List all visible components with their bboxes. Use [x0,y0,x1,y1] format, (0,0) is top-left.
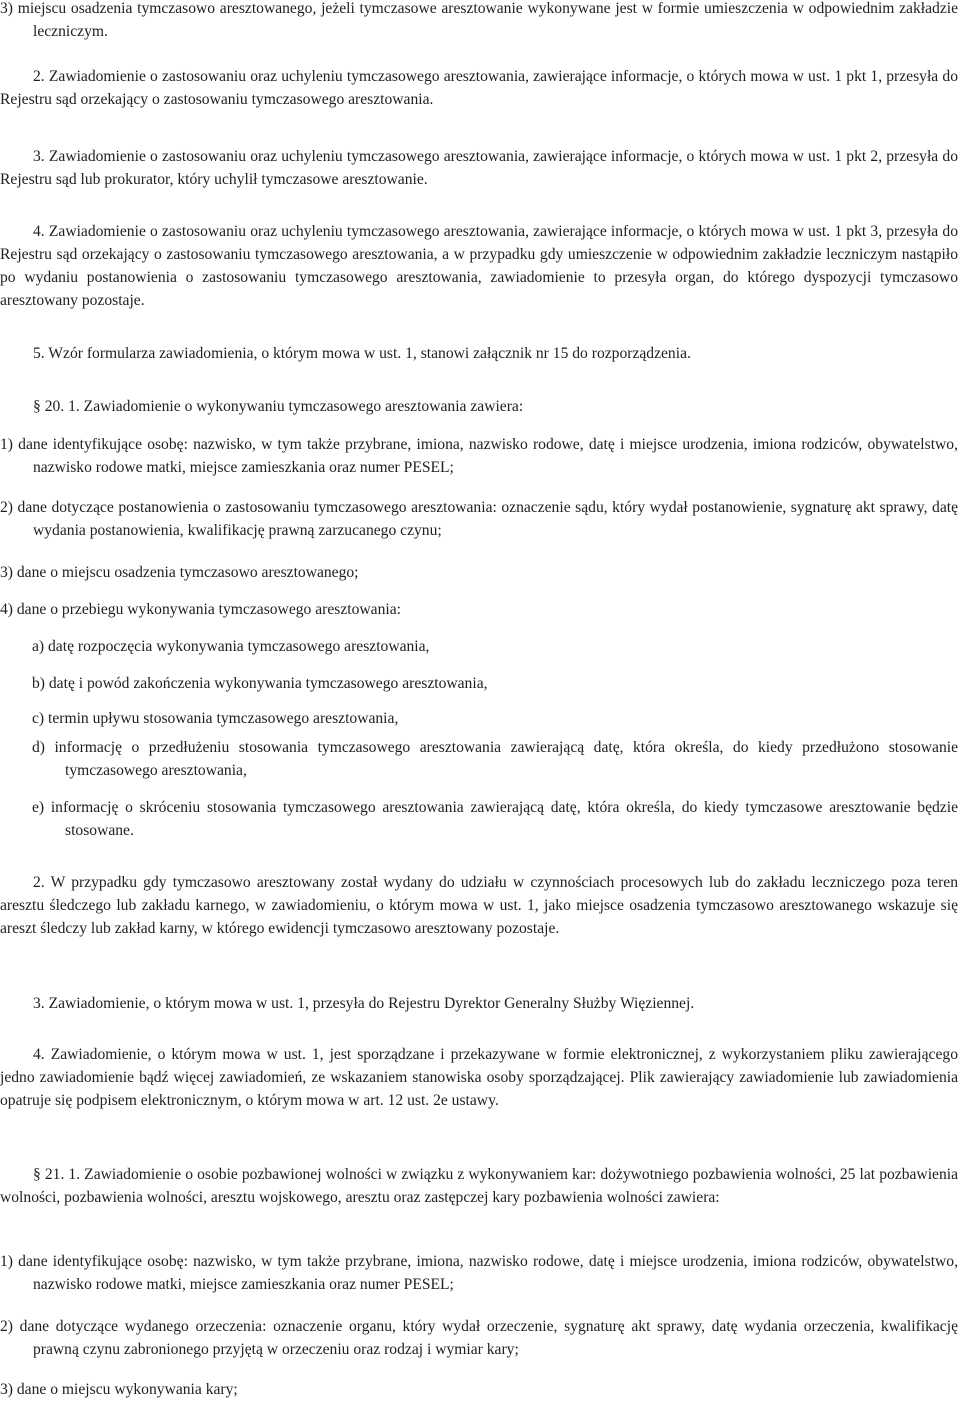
list-item-3-placement: 3) dane o miejscu osadzenia tymczasowo aresztowanego; [0,564,359,581]
paragraph-section-21: § 21. 1. Zawiadomienie o osobie pozbawionej wolności w związku z wykonywaniem kar: dożywotniego pozbawienia wolności, 25 lat pozbawienia wolności, pozbawienia wolności, aresztu wojskowego, aresztu oraz zastępczej kary pozbawienia wolności zawiera: [0,1166,958,1206]
list-item-4-course: 4) dane o przebiegu wykonywania tymczasowego aresztowania: [0,601,401,618]
list-subitem-d: d) informację o przedłużeniu stosowania tymczasowego aresztowania zawierającą datę, która określa, do kiedy przedłużono stosowanie tymczasowego aresztowania, [32,739,958,779]
list-item-2-judgment-21: 2) dane dotyczące wydanego orzeczenia: oznaczenie organu, który wydał orzeczenie, sygnaturę akt sprawy, datę wydania orzeczenia, kwalifikację prawną czynu zabronionego przyjętą w orzeczeniu oraz rodzaj i wymiar kary; [0,1318,958,1358]
list-subitem-c: c) termin upływu stosowania tymczasowego aresztowania, [32,710,399,727]
paragraph-section-20-ust-4: 4. Zawiadomienie, o którym mowa w ust. 1, jest sporządzane i przekazywane w formie elektronicznej, z wykorzystaniem pliku zawierającego jedno zawiadomienie bądź więcej zawiadomień, ze wskazaniem stanowiska osoby sporządzającej. Plik zawierający zawiadomienie lub zawiadomienia opatruje się podpisem elektronicznym, o którym mowa w art. 12 ust. 2e ustawy. [0,1046,958,1109]
list-subitem-b: b) datę i powód zakończenia wykonywania tymczasowego aresztowania, [32,675,488,692]
list-item-3-sentence-place-21: 3) dane o miejscu wykonywania kary; [0,1381,238,1398]
paragraph-ust-5: 5. Wzór formularza zawiadomienia, o którym mowa w ust. 1, stanowi załącznik nr 15 do rozporządzenia. [33,345,691,362]
paragraph-section-20: § 20. 1. Zawiadomienie o wykonywaniu tymczasowego aresztowania zawiera: [33,398,524,415]
paragraph-section-20-ust-3: 3. Zawiadomienie, o którym mowa w ust. 1, przesyła do Rejestru Dyrektor Generalny Służby Więziennej. [33,995,695,1012]
list-subitem-a: a) datę rozpoczęcia wykonywania tymczasowego aresztowania, [32,638,430,655]
paragraph-item-3-placement: 3) miejscu osadzenia tymczasowo aresztowanego, jeżeli tymczasowe aresztowanie wykonywane jest w formie umieszczenia w odpowiednim zakładzie leczniczym. [0,0,958,40]
list-item-1-identity-21: 1) dane identyfikujące osobę: nazwisko, w tym także przybrane, imiona, nazwisko rodowe, datę i miejsce urodzenia, imiona rodziców, obywatelstwo, nazwisko rodowe matki, miejsce zamieszkania oraz numer PESEL; [0,1253,958,1293]
paragraph-ust-3: 3. Zawiadomienie o zastosowaniu oraz uchyleniu tymczasowego aresztowania, zawierające informacje, o których mowa w ust. 1 pkt 2, przesyła do Rejestru sąd lub prokurator, który uchylił tymczasowe aresztowanie. [0,148,958,188]
paragraph-ust-2: 2. Zawiadomienie o zastosowaniu oraz uchyleniu tymczasowego aresztowania, zawierające informacje, o których mowa w ust. 1 pkt 1, przesyła do Rejestru sąd orzekający o zastosowaniu tymczasowego aresztowania. [0,68,958,108]
paragraph-ust-4: 4. Zawiadomienie o zastosowaniu oraz uchyleniu tymczasowego aresztowania, zawierające informacje, o których mowa w ust. 1 pkt 3, przesyła do Rejestru sąd orzekający o zastosowaniu tymczasowego aresztowania, a w przypadku gdy umieszczenie w odpowiednim zakładzie leczniczym nastąpiło po wydaniu postanowienia o zastosowaniu tymczasowego aresztowania, zawiadomienie to przesyła organ, do którego dyspozycji tymczasowo aresztowany pozostaje. [0,223,958,309]
list-item-2-decision: 2) dane dotyczące postanowienia o zastosowaniu tymczasowego aresztowania: oznaczenie sądu, który wydał postanowienie, sygnaturę akt sprawy, datę wydania postanowienia, kwalifikację prawną zarzucanego czynu; [0,499,958,539]
paragraph-section-20-ust-2: 2. W przypadku gdy tymczasowo aresztowany został wydany do udziału w czynnościach procesowych lub do zakładu leczniczego poza teren aresztu śledczego lub zakładu karnego, w zawiadomieniu, o którym mowa w ust. 1, jako miejsce osadzenia tymczasowo aresztowanego wskazuje się areszt śledczy lub zakład karny, w którego ewidencji tymczasowo aresztowany pozostaje. [0,874,958,937]
list-item-1-identity: 1) dane identyfikujące osobę: nazwisko, w tym także przybrane, imiona, nazwisko rodowe, datę i miejsce urodzenia, imiona rodziców, obywatelstwo, nazwisko rodowe matki, miejsce zamieszkania oraz numer PESEL; [0,436,958,476]
list-subitem-e: e) informację o skróceniu stosowania tymczasowego aresztowania zawierającą datę, która określa, do kiedy tymczasowe aresztowanie będzie stosowane. [32,799,958,839]
